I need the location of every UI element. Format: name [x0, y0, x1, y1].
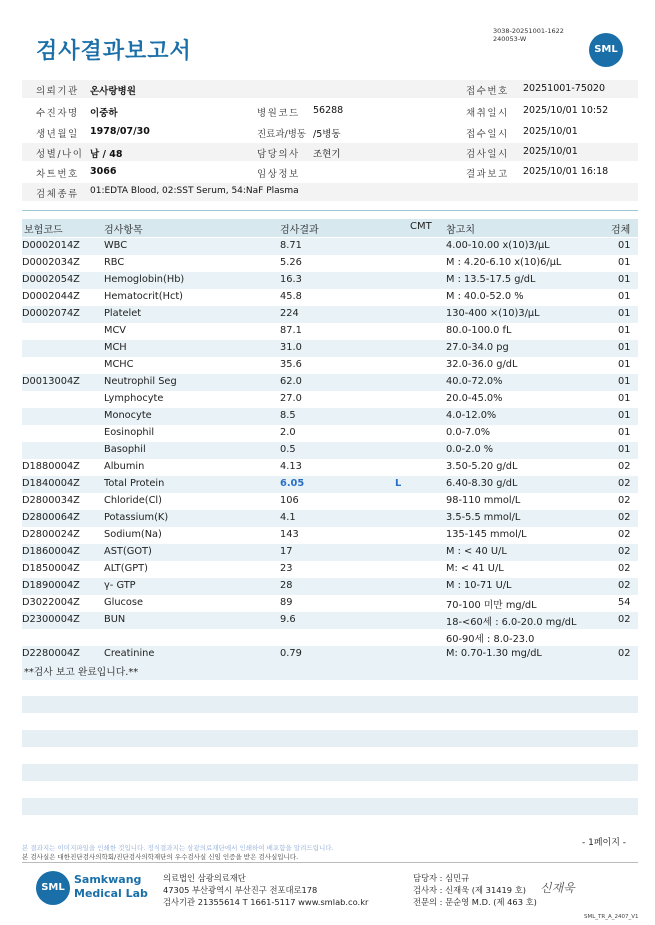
table-row — [22, 510, 638, 527]
table-row — [22, 289, 638, 306]
table-row — [22, 374, 638, 391]
empty-band — [22, 764, 638, 781]
name-cell: Albumin — [104, 461, 145, 472]
name-cell: WBC — [104, 240, 128, 251]
table-row — [22, 323, 638, 340]
specimen-cell: 01 — [618, 274, 631, 285]
sex-age-value: 남 / 48 — [90, 149, 123, 160]
ref-cell: 20.0-45.0% — [446, 393, 503, 404]
empty-band — [22, 696, 638, 713]
ref-cell: 27.0-34.0 pg — [446, 342, 509, 353]
specimen-cell: 01 — [618, 359, 631, 370]
ref-cell: M : 4.20-6.10 x(10)6/µL — [446, 257, 562, 268]
name-cell: Creatinine — [104, 648, 155, 659]
org-line3: 검사기관 21355614 T 1661-5117 www.smlab.co.kr — [163, 897, 369, 907]
specimen-cell: 54 — [618, 597, 631, 608]
result-cell: 45.8 — [280, 291, 302, 302]
doctor-value: 조현기 — [313, 149, 341, 160]
result-cell: 5.26 — [280, 257, 302, 268]
table-row — [22, 544, 638, 561]
code-cell: D0002014Z — [22, 240, 80, 251]
name-cell: Chloride(Cl) — [104, 495, 162, 506]
dept-value: /5병동 — [313, 129, 341, 140]
form-code: SML_TR_A_2407_V1 — [584, 914, 639, 920]
name-cell: Sodium(Na) — [104, 529, 162, 540]
name-cell: RBC — [104, 257, 125, 268]
code-cell: D2800064Z — [22, 512, 80, 523]
result-cell: 8.71 — [280, 240, 302, 251]
ref-cell: 0.0-2.0 % — [446, 444, 494, 455]
specimen-cell: 01 — [618, 291, 631, 302]
report-label: 결과보고 — [466, 169, 509, 180]
page-title: 검사결과보고서 — [36, 39, 192, 64]
name-cell: MCV — [104, 325, 126, 336]
specimen-cell: 02 — [618, 546, 631, 557]
ref-cell: 32.0-36.0 g/dL — [446, 359, 518, 370]
table-row — [22, 238, 638, 255]
result-cell: 0.79 — [280, 648, 302, 659]
name-cell: Potassium(K) — [104, 512, 169, 523]
result-cell: 89 — [280, 597, 293, 608]
table-row — [22, 476, 638, 493]
ref-cell: M: 0.70-1.30 mg/dL — [446, 648, 542, 659]
table-row — [22, 340, 638, 357]
table-row — [22, 391, 638, 408]
code-cell: D1890004Z — [22, 580, 80, 591]
specimen-cell: 01 — [618, 325, 631, 336]
table-row — [22, 629, 638, 646]
dob-label: 생년월일 — [36, 129, 79, 140]
ref-cell: 80.0-100.0 fL — [446, 325, 512, 336]
code-cell: D1860004Z — [22, 546, 80, 557]
specimen-label: 검체종류 — [36, 189, 79, 200]
document-id — [493, 27, 564, 43]
specimen-cell: 01 — [618, 376, 631, 387]
code-cell: D2800024Z — [22, 529, 80, 540]
specimen-cell: 02 — [618, 461, 631, 472]
result-cell: 23 — [280, 563, 293, 574]
result-cell: 27.0 — [280, 393, 302, 404]
result-cell: 106 — [280, 495, 299, 506]
ref-cell: M : < 40 U/L — [446, 546, 507, 557]
ref-cell: 4.0-12.0% — [446, 410, 497, 421]
staff-tester: 검사자 : 신재욱 (제 31419 호) — [413, 885, 526, 895]
code-cell: D1880004Z — [22, 461, 80, 472]
specimen-cell: 01 — [618, 410, 631, 421]
specimen-cell: 01 — [618, 257, 631, 268]
table-row — [22, 493, 638, 510]
table-row — [22, 459, 638, 476]
result-cell: 4.1 — [280, 512, 296, 523]
test-date-label: 검사일시 — [466, 149, 509, 160]
specimen-cell: 01 — [618, 444, 631, 455]
result-cell: 9.6 — [280, 614, 296, 625]
specimen-cell: 02 — [618, 495, 631, 506]
result-cell: 143 — [280, 529, 299, 540]
table-row — [22, 408, 638, 425]
name-cell: γ- GTP — [104, 580, 136, 591]
th-spec: 검체 — [611, 225, 631, 236]
result-cell: 17 — [280, 546, 293, 557]
name-cell: Hematocrit(Hct) — [104, 291, 183, 302]
ref-cell: M : 13.5-17.5 g/dL — [446, 274, 536, 285]
result-cell: 8.5 — [280, 410, 296, 421]
result-cell: 35.6 — [280, 359, 302, 370]
staff-in-charge: 담당자 : 심민규 — [413, 873, 470, 883]
specimen-cell: 02 — [618, 648, 631, 659]
code-cell: D1850004Z — [22, 563, 80, 574]
result-cell: 6.05 — [280, 478, 305, 489]
dept-label: 진료과/병동 — [257, 129, 307, 140]
table-row — [22, 612, 638, 629]
empty-band — [22, 798, 638, 815]
certification-note: 본 검사실은 대한진단검사의학회/진단검사의학재단의 우수검사실 신임 인증을 받은 검사실입니다. — [22, 853, 299, 861]
th-ref: 참고치 — [446, 225, 475, 236]
table-row — [22, 357, 638, 374]
lab-name — [74, 873, 148, 901]
ref-cell: 40.0-72.0% — [446, 376, 503, 387]
staff-specialist: 전문의 : 문순영 M.D. (제 463 호) — [413, 897, 537, 907]
ref-cell: 3.50-5.20 g/dL — [446, 461, 518, 472]
code-cell: D0013004Z — [22, 376, 80, 387]
result-cell: 224 — [280, 308, 299, 319]
org-line2: 47305 부산광역시 부산진구 전포대로178 — [163, 885, 318, 895]
chart-no-label: 차트번호 — [36, 169, 79, 180]
table-row — [22, 646, 638, 663]
specimen-cell: 01 — [618, 427, 631, 438]
clinical-label: 임상정보 — [257, 169, 300, 180]
table-row — [22, 255, 638, 272]
document-id-line2: 240053-W — [493, 35, 527, 43]
result-cell: 0.5 — [280, 444, 296, 455]
tester-signature: 신재욱 — [540, 881, 575, 895]
result-cell: 16.3 — [280, 274, 302, 285]
collect-value: 2025/10/01 10:52 — [523, 105, 609, 116]
specimen-cell: 02 — [618, 478, 631, 489]
specimen-cell: 01 — [618, 342, 631, 353]
specimen-cell: 01 — [618, 393, 631, 404]
code-cell: D0002034Z — [22, 257, 80, 268]
code-cell: D0002044Z — [22, 291, 80, 302]
ref-cell: M: < 41 U/L — [446, 563, 504, 574]
result-cell: 87.1 — [280, 325, 302, 336]
section-divider — [22, 210, 638, 211]
sml-logo: SML — [589, 33, 623, 67]
ref-cell: 60-90세 : 8.0-23.0 — [446, 634, 535, 645]
code-cell: D2800034Z — [22, 495, 80, 506]
org-line1: 의료법인 삼광의료재단 — [163, 873, 246, 883]
table-row — [22, 272, 638, 289]
ref-cell: 18-<60세 : 6.0-20.0 mg/dL — [446, 617, 577, 628]
ref-cell: 6.40-8.30 g/dL — [446, 478, 518, 489]
watermark-note: 본 결과지는 이미지파일을 인쇄한 것입니다. 정식결과지는 삼광의료재단에서 인쇄하여 배포함을 알려드립니다. — [22, 844, 334, 852]
empty-band — [22, 730, 638, 747]
table-row — [22, 306, 638, 323]
specimen-value: 01:EDTA Blood, 02:SST Serum, 54:NaF Plasma — [90, 186, 299, 196]
name-cell: Platelet — [104, 308, 142, 319]
collect-label: 채취일시 — [466, 108, 509, 119]
name-cell: Glucose — [104, 597, 144, 608]
name-cell: MCHC — [104, 359, 134, 370]
name-cell: Eosinophil — [104, 427, 155, 438]
name-cell: BUN — [104, 614, 126, 625]
result-cell: 4.13 — [280, 461, 302, 472]
institution-label: 의뢰기관 — [36, 86, 79, 97]
name-cell: Neutrophil Seg — [104, 376, 177, 387]
name-cell: AST(GOT) — [104, 546, 152, 557]
ref-cell: 4.00-10.00 x(10)3/µL — [446, 240, 550, 251]
receipt-no-label: 접수번호 — [466, 86, 509, 97]
result-cell: 2.0 — [280, 427, 296, 438]
th-name: 검사항목 — [104, 225, 143, 236]
dob-value: 1978/07/30 — [90, 126, 150, 137]
code-cell: D2280004Z — [22, 648, 80, 659]
chart-no-value: 3066 — [90, 166, 117, 177]
specimen-cell: 02 — [618, 614, 631, 625]
ref-cell: M : 40.0-52.0 % — [446, 291, 524, 302]
name-cell: Basophil — [104, 444, 146, 455]
code-cell: D0002074Z — [22, 308, 80, 319]
name-cell: Hemoglobin(Hb) — [104, 274, 185, 285]
name-cell: MCH — [104, 342, 127, 353]
institution-value: 온사랑병원 — [90, 86, 136, 97]
ref-cell: 98-110 mmol/L — [446, 495, 521, 506]
ref-cell: 0.0-7.0% — [446, 427, 491, 438]
code-cell: D3022004Z — [22, 597, 80, 608]
completion-message: **검사 보고 완료입니다.** — [24, 667, 139, 678]
result-cell: 31.0 — [280, 342, 302, 353]
th-cmt: CMT — [410, 221, 432, 232]
hospital-code-label: 병원코드 — [257, 108, 300, 119]
specimen-cell: 02 — [618, 512, 631, 523]
result-cell: 62.0 — [280, 376, 302, 387]
ref-cell: 135-145 mmol/L — [446, 529, 527, 540]
code-cell: D2300004Z — [22, 614, 80, 625]
th-result: 검사결과 — [280, 225, 319, 236]
receipt-no-value: 20251001-75020 — [523, 83, 606, 94]
name-label: 수진자명 — [36, 108, 79, 119]
specimen-cell: 02 — [618, 529, 631, 540]
hospital-code-value: 56288 — [313, 105, 344, 116]
table-row — [22, 561, 638, 578]
name-value: 이중하 — [90, 108, 118, 119]
test-date-value: 2025/10/01 — [523, 146, 578, 157]
name-cell: Lymphocyte — [104, 393, 164, 404]
name-cell: ALT(GPT) — [104, 563, 148, 574]
receipt-date-value: 2025/10/01 — [523, 126, 578, 137]
specimen-cell: 02 — [618, 580, 631, 591]
report-value: 2025/10/01 16:18 — [523, 166, 609, 177]
table-row — [22, 442, 638, 459]
ref-cell: 3.5-5.5 mmol/L — [446, 512, 521, 523]
result-cell: 28 — [280, 580, 293, 591]
lab-name-line1: Samkwang — [74, 873, 142, 886]
doctor-label: 담당의사 — [257, 149, 300, 160]
ref-cell: 130-400 ×(10)3/µL — [446, 308, 540, 319]
ref-cell: M : 10-71 U/L — [446, 580, 512, 591]
receipt-date-label: 접수일시 — [466, 129, 509, 140]
lab-name-line2: Medical Lab — [74, 887, 148, 900]
ref-cell: 70-100 미만 mg/dL — [446, 600, 537, 611]
code-cell: D1840004Z — [22, 478, 80, 489]
sex-age-label: 성별/나이 — [36, 149, 84, 160]
name-cell: Total Protein — [104, 478, 165, 489]
table-row — [22, 595, 638, 612]
name-cell: Monocyte — [104, 410, 152, 421]
code-cell: D0002054Z — [22, 274, 80, 285]
specimen-cell: 02 — [618, 563, 631, 574]
table-row — [22, 425, 638, 442]
cmt-cell: L — [395, 478, 402, 489]
table-row — [22, 578, 638, 595]
specimen-cell: 01 — [618, 308, 631, 319]
document-id-line1: 3038-20251001-1622 — [493, 27, 564, 35]
th-code: 보험코드 — [24, 225, 63, 236]
page-number: - 1페이지 - — [582, 838, 627, 848]
footer-divider — [22, 862, 638, 863]
table-row — [22, 527, 638, 544]
specimen-cell: 01 — [618, 240, 631, 251]
footer-sml-logo: SML — [36, 871, 70, 905]
